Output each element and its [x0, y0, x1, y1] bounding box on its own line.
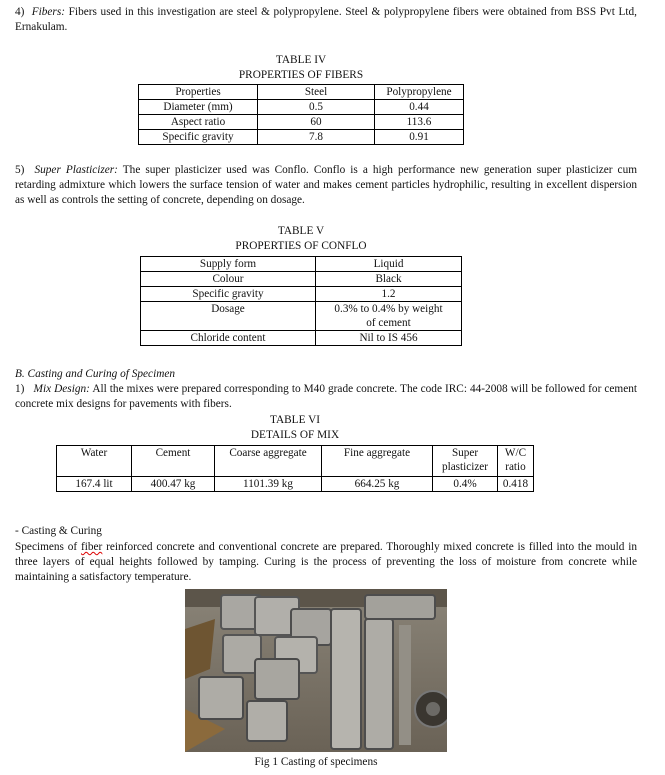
table-row: [141, 257, 462, 272]
table-cell: Specific gravity: [139, 130, 258, 145]
table-header-cell: Water: [57, 446, 132, 477]
table-cell: 1101.39 kg: [215, 477, 322, 492]
table-cell: Nil to IS 456: [316, 331, 462, 346]
table-header-cell: Super plasticizer: [433, 446, 498, 477]
subsection-title: B. Casting and Curing of Specimen: [15, 368, 176, 380]
table-cell: Chloride content: [141, 331, 316, 346]
table-header-row: [139, 85, 464, 100]
table-header-cell: Polypropylene: [375, 85, 464, 100]
section-number: 4): [15, 6, 25, 18]
table-cell: 7.8: [258, 130, 375, 145]
casting-text-end: reinforced concrete and conventional concrete are prepared. Thoroughly mixed concrete is filled into the mould in three layers of equal heights followed by tamping. Curing is the process of preventing the loss of moisture from concrete while maintaining a satisfactory temperature.: [15, 541, 637, 583]
table-cell: 167.4 lit: [57, 477, 132, 492]
concrete-specimens-illustration: [185, 589, 447, 752]
table4-title: PROPERTIES OF FIBERS: [238, 69, 364, 81]
table-row: [57, 477, 534, 492]
table-cell: 0.4%: [433, 477, 498, 492]
table-header-cell: Cement: [132, 446, 215, 477]
figure-caption: Fig 1 Casting of specimens: [254, 756, 378, 768]
table-cell: 0.3% to 0.4% by weight of cement: [316, 302, 462, 331]
table-cell: Diameter (mm): [139, 100, 258, 115]
table-properties-of-conflo: [140, 256, 462, 346]
table-header-cell: Fine aggregate: [322, 446, 433, 477]
table-header-cell: Steel: [258, 85, 375, 100]
table-details-of-mix: [56, 445, 534, 492]
table6-title: DETAILS OF MIX: [250, 429, 340, 441]
table5-label: TABLE V: [277, 225, 325, 237]
section-title: Fibers:: [31, 6, 65, 18]
table-cell: Supply form: [141, 257, 316, 272]
subsection-heading: [15, 367, 637, 382]
table-cell: 664.25 kg: [322, 477, 433, 492]
table-cell: 1.2: [316, 287, 462, 302]
section-mix-design: [15, 382, 637, 412]
table-cell: Liquid: [316, 257, 462, 272]
table-cell: 113.6: [375, 115, 464, 130]
section-number: 5): [15, 164, 25, 176]
table-row: [139, 100, 464, 115]
table-cell: Specific gravity: [141, 287, 316, 302]
section-title: Super Plasticizer:: [34, 164, 118, 176]
section-number: 1): [15, 383, 25, 395]
section-text: Fibers used in this investigation are steel & polypropylene. Steel & polypropylene fibers were obtained from BSS Pvt Ltd, Ernakulam.: [15, 6, 637, 33]
table-cell: 0.44: [375, 100, 464, 115]
misspelled-word: fiber: [80, 541, 103, 553]
casting-paragraph: [15, 540, 637, 585]
table-cell: 60: [258, 115, 375, 130]
table-header-row: [57, 446, 534, 477]
casting-heading: - Casting & Curing: [15, 525, 102, 537]
table-row: [141, 272, 462, 287]
table-header-cell: W/C ratio: [498, 446, 534, 477]
casting-text-start: Specimens of: [15, 541, 81, 553]
table-row: [139, 130, 464, 145]
section-title: Mix Design:: [33, 383, 90, 395]
table-cell: Colour: [141, 272, 316, 287]
table-cell: Aspect ratio: [139, 115, 258, 130]
table-header-cell: Coarse aggregate: [215, 446, 322, 477]
table-cell: 0.91: [375, 130, 464, 145]
section-text: The super plasticizer used was Conflo. Conflo is a high performance new generation super plasticizer cum retarding admixture which lowers the surface tension of water and makes cement particles hydrophilic, resulting in excellent dispersion as well as controls the setting of concrete, depending on dosage.: [15, 164, 637, 206]
table-cell: Black: [316, 272, 462, 287]
table6-label: TABLE VI: [269, 414, 321, 426]
section-fibers: [15, 5, 637, 35]
section-super-plasticizer: [15, 163, 637, 208]
table-row: [141, 302, 462, 331]
table-row: [141, 331, 462, 346]
table5-title: PROPERTIES OF CONFLO: [235, 240, 367, 252]
table-cell: 400.47 kg: [132, 477, 215, 492]
table-row: [139, 115, 464, 130]
table-row: [141, 287, 462, 302]
section-text: All the mixes were prepared corresponding to M40 grade concrete. The code IRC: 44-2008 will be followed for cement concrete mix designs for pavements with fibers.: [15, 383, 637, 410]
table-cell: 0.5: [258, 100, 375, 115]
table-header-cell: Properties: [139, 85, 258, 100]
table-cell: 0.418: [498, 477, 534, 492]
table4-label: TABLE IV: [275, 54, 327, 66]
specimen-photo: [185, 589, 447, 752]
table-properties-of-fibers: [138, 84, 464, 145]
table-cell: Dosage: [141, 302, 316, 331]
